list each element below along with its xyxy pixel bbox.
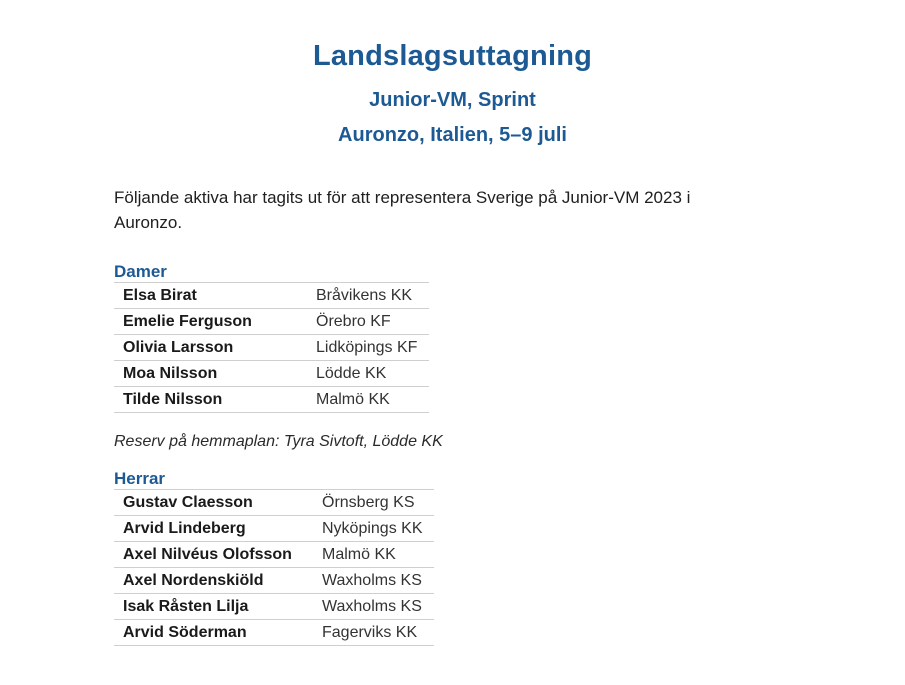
table-row [114,620,434,646]
athlete-club: Waxholms KS [313,594,434,620]
athlete-club: Nyköpings KK [313,516,434,542]
athlete-name: Elsa Birat [114,283,307,309]
athlete-name: Gustav Claesson [114,490,313,516]
table-row [114,516,434,542]
table-row [114,387,429,413]
athlete-name: Arvid Söderman [114,620,313,646]
table-row [114,309,429,335]
athlete-club: Bråvikens KK [307,283,429,309]
table-row [114,568,434,594]
section-heading-herrar: Herrar [114,469,166,488]
damer-roster-table [114,282,429,413]
athlete-club: Örebro KF [307,309,429,335]
reserve-note: Reserv på hemmaplan: Tyra Sivtoft, Lödde KK [114,433,443,450]
page-title: Landslagsuttagning [312,40,593,72]
athlete-club: Lödde KK [307,361,429,387]
table-row [114,490,434,516]
section-heading-damer: Damer [114,262,167,281]
table-row [114,542,434,568]
athlete-name: Olivia Larsson [114,335,307,361]
table-row [114,335,429,361]
athlete-club: Fagerviks KK [313,620,434,646]
athlete-name: Isak Råsten Lilja [114,594,313,620]
table-row [114,361,429,387]
athlete-name: Emelie Ferguson [114,309,307,335]
athlete-club: Lidköpings KF [307,335,429,361]
athlete-club: Waxholms KS [313,568,434,594]
athlete-name: Arvid Lindeberg [114,516,313,542]
table-row [114,283,429,309]
athlete-name: Axel Nilvéus Olofsson [114,542,313,568]
athlete-club: Malmö KK [313,542,434,568]
athlete-name: Axel Nordenskiöld [114,568,313,594]
athlete-name: Moa Nilsson [114,361,307,387]
event-location: Auronzo, Italien, 5–9 juli [338,124,567,146]
athlete-club: Örnsberg KS [313,490,434,516]
intro-paragraph: Följande aktiva har tagits ut för att representera Sverige på Junior-VM 2023 i Auronzo. [114,188,691,232]
table-row [114,594,434,620]
event-subtitle: Junior-VM, Sprint [369,89,536,111]
athlete-name: Tilde Nilsson [114,387,307,413]
athlete-club: Malmö KK [307,387,429,413]
herrar-roster-table [114,489,434,646]
